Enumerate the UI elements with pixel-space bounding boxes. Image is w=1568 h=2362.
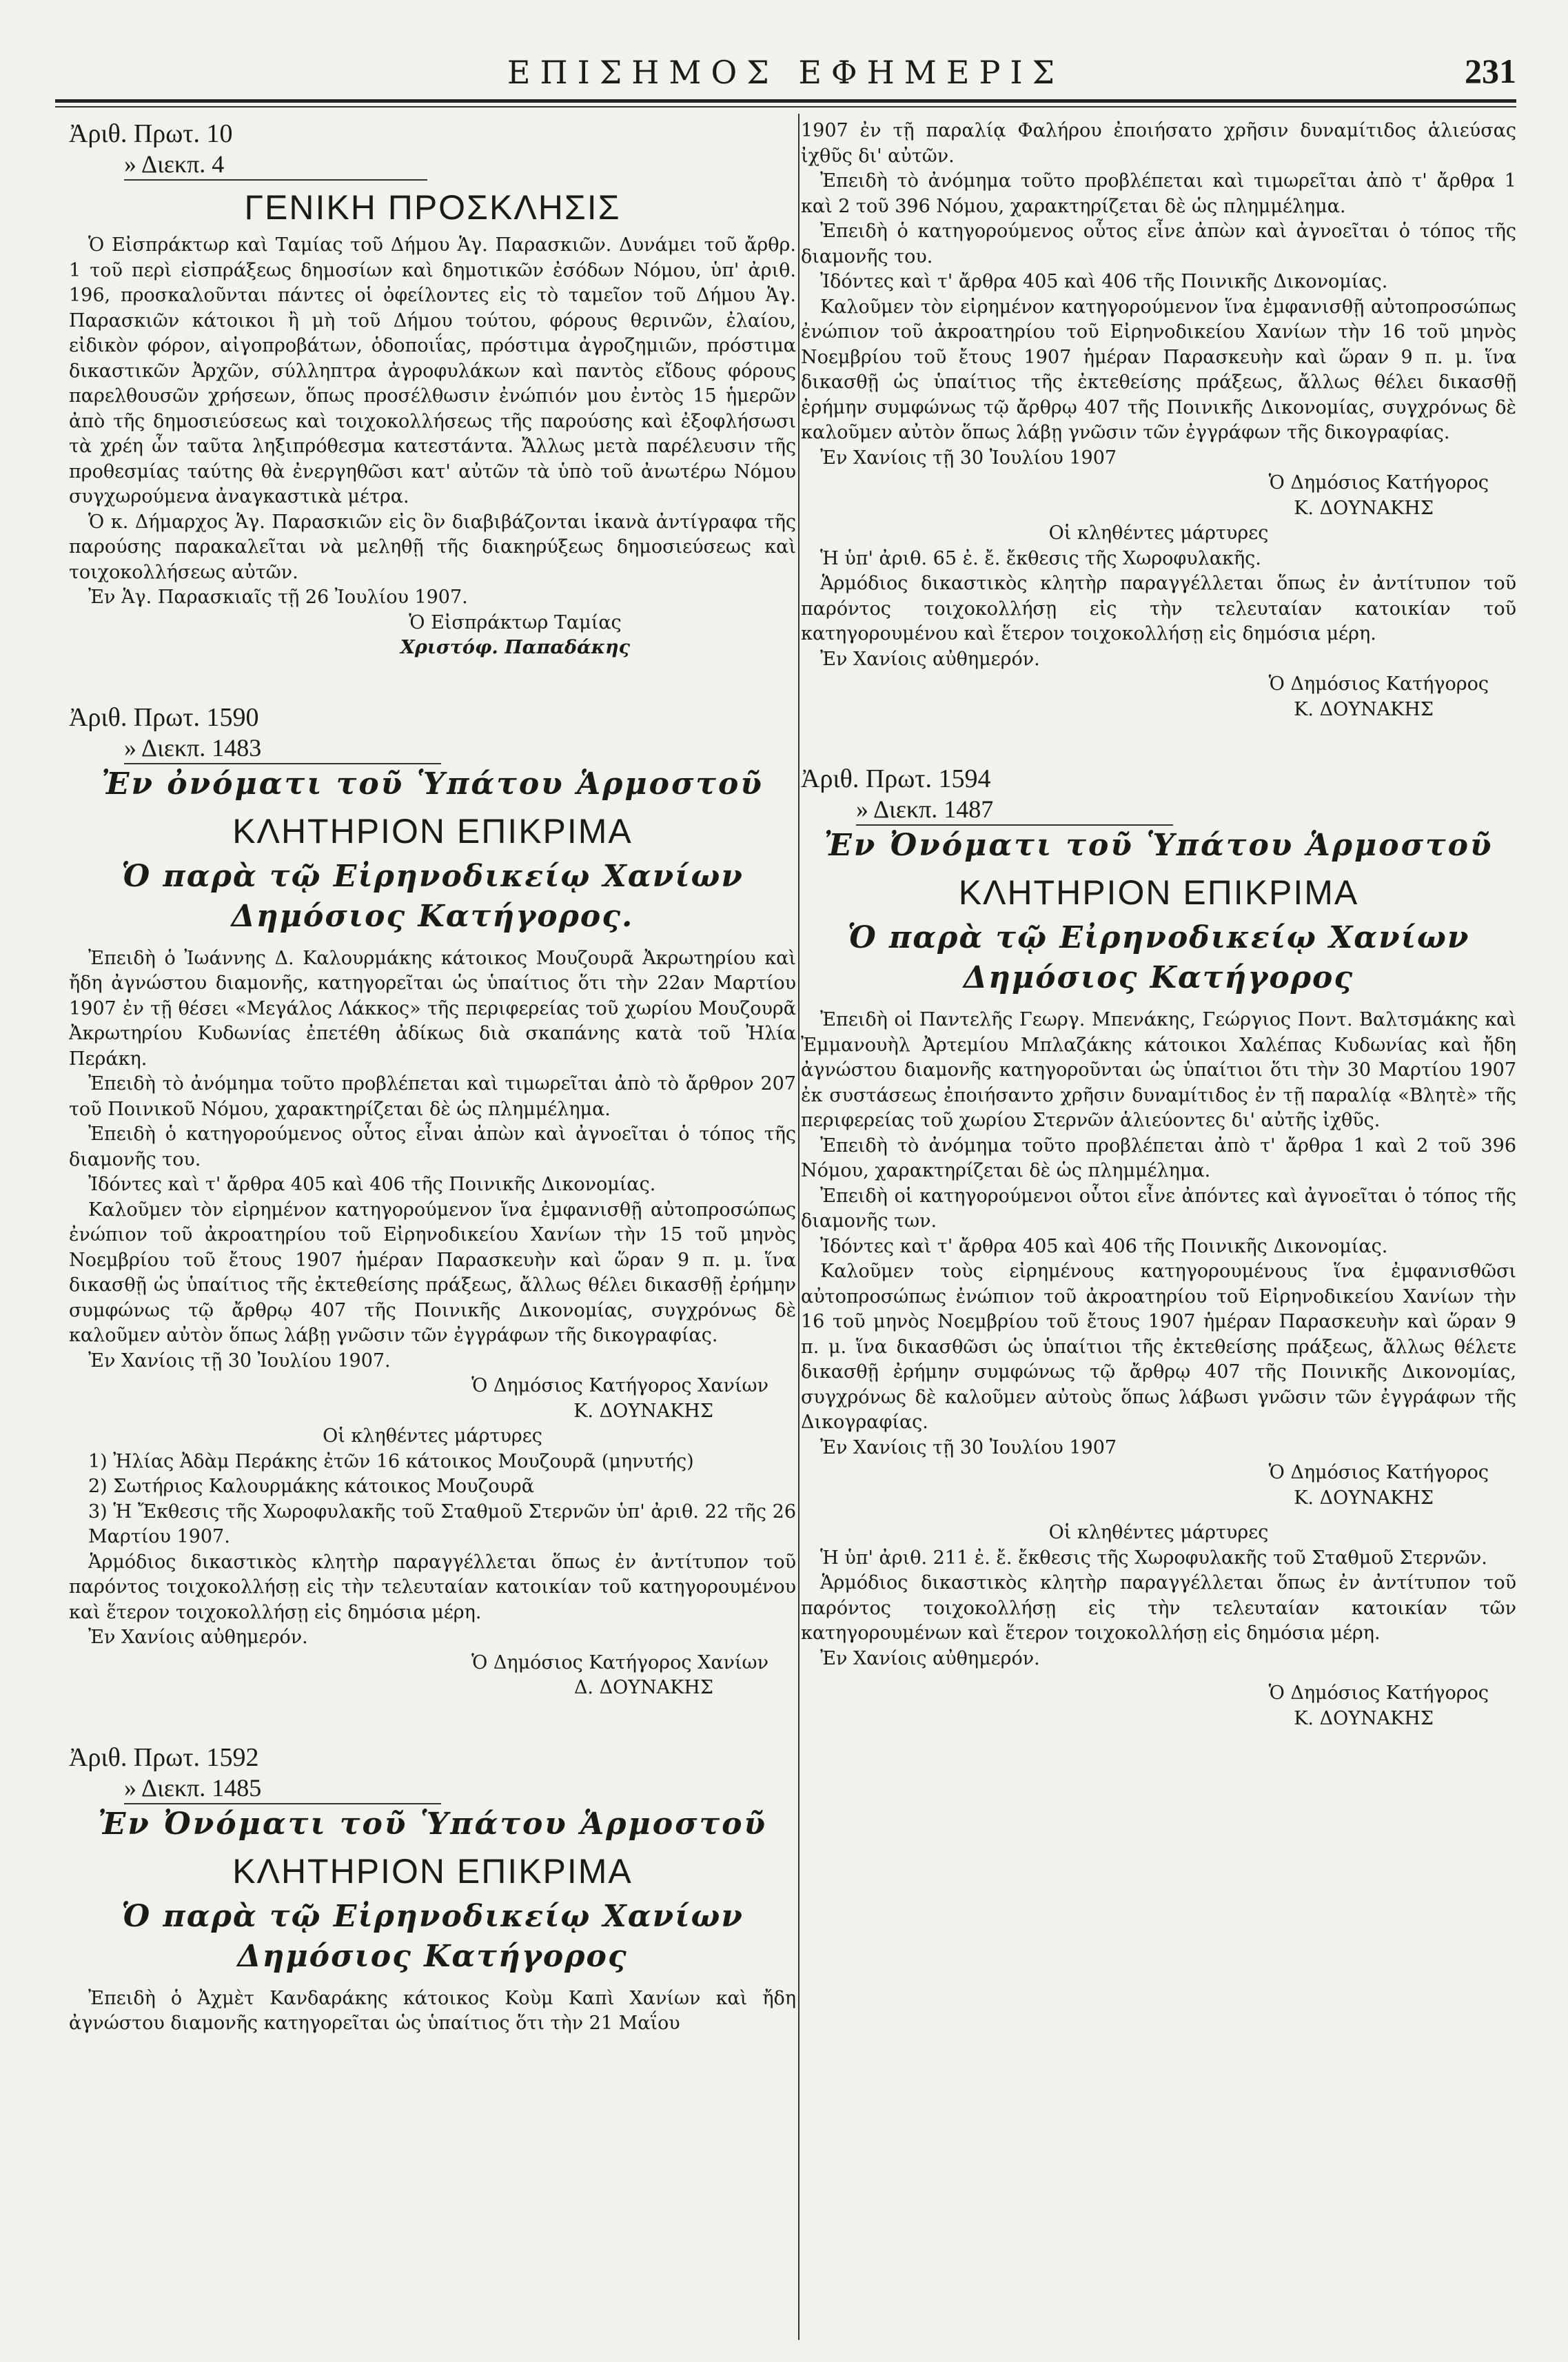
notice-title: ΚΛΗΤΗΡΙΟΝ ΕΠΙΚΡΙΜΑ: [232, 811, 633, 851]
notice-body: Ἐπειδὴ ὁ Ἀχμὲτ Κανδαράκης κάτοικος Κοὺμ Καπὶ Χανίων καὶ ἤδη ἀγνώστου διαμονῆς κατηγορεῖται ὡς ὑπαίτιος ὅτι τὴν 21 Μαΐου: [69, 1987, 796, 2034]
witness-item: 2) Σωτήριος Καλουρμάκης κάτοικος Μουζουρᾶ: [88, 1476, 534, 1497]
notice-body: Ἐπειδὴ ὁ κατηγορούμενος οὗτος εἶνε ἀπὼν καὶ ἀγνοεῖται ὁ τόπος τῆς διαμονῆς του.: [801, 221, 1516, 267]
witness-item: 3) Ἡ Ἔκθεσις τῆς Χωροφυλακῆς τοῦ Σταθμοῦ Στερνῶν ὑπ' ἀριθ. 22 τῆς 26 Μαρτίου 1907.: [88, 1500, 796, 1547]
notice-body: Ἐπειδὴ ὁ κατηγορούμενος οὗτος εἶναι ἀπὼν καὶ ἀγνοεῖται ὁ τόπος τῆς διαμονῆς του.: [69, 1123, 796, 1170]
header-rule-thin: [55, 106, 1516, 108]
notice-issuer: Ὁ παρὰ τῷ Εἰρηνοδικείῳ Χανίων Δημόσιος Κατήγορος: [121, 1898, 744, 1974]
dispatch-number: » Διεκπ. 4: [124, 149, 427, 181]
notice-general-invitation: [69, 119, 796, 661]
signature-name: Κ. ΔΟΥΝΑΚΗΣ: [1294, 1707, 1434, 1729]
notice-summons-1594: [801, 764, 1516, 1731]
notice-body: Καλοῦμεν τὸν εἰρημένον κατηγορούμενον ἵνα ἐμφανισθῇ αὐτοπροσώπως ἐνώπιον τοῦ ἀκροατηρίου τοῦ Εἰρηνοδικείου Χανίων τὴν 16 τοῦ μηνὸς Νοεμβρίου τοῦ ἔτους 1907 ἡμέραν Παρασκευὴν καὶ ὥραν 9 π. μ. ἵνα δικασθῇ ὡς ὑπαίτιος τῆς ἐκτεθείσης πράξεως, ἄλλως θέλει δικασθῇ ἐρήμην συμφώνως τῷ ἄρθρῳ 407 τῆς Ποινικῆς Δικονομίας, συγχρόνως δὲ καλοῦμεν αὐτὸν ὅπως λάβῃ γνῶσιν τῶν ἐγγράφων τῆς δικογραφίας.: [801, 296, 1516, 443]
witness-item: Ἡ ὑπ' ἀριθ. 211 ἐ. ἔ. ἔκθεσις τῆς Χωροφυλακῆς τοῦ Σταθμοῦ Στερνῶν.: [820, 1547, 1487, 1569]
signature-name: Κ. ΔΟΥΝΑΚΗΣ: [1294, 698, 1434, 720]
left-column: [69, 119, 796, 2338]
notice-date: Ἐν Χανίοις αὐθημερόν.: [88, 1627, 308, 1648]
dispatch-number: » Διεκπ. 1483: [124, 733, 441, 764]
witnesses-title: Οἱ κληθέντες μάρτυρες: [1048, 1522, 1269, 1543]
signature-title: Ὁ Δημόσιος Κατήγορος Χανίων: [471, 1375, 768, 1396]
notice-issuer: Ὁ παρὰ τῷ Εἰρηνοδικείῳ Χανίων Δημόσιος Κατήγορος: [847, 920, 1470, 995]
notice-body: Ὁ κ. Δήμαρχος Ἁγ. Παρασκιῶν εἰς ὃν διαβιβάζονται ἱκανὰ ἀντίγραφα τῆς παρούσης παρακαλεῖται νὰ μεληθῇ τῆς διακηρύξεως δημοσιεύσεως καὶ τοιχοκολλήσεως αὐτῶν.: [69, 511, 796, 583]
notice-body: Ὁ Εἰσπράκτωρ καὶ Ταμίας τοῦ Δήμου Ἁγ. Παρασκιῶν. Δυνάμει τοῦ ἄρθρ. 1 τοῦ περὶ εἰσπράξεως δημοσίων καὶ δημοτικῶν ἐσόδων Νόμου, ὑπ' ἀριθ. 196, προσκαλοῦνται πάντες οἱ ὀφείλοντες εἰς τὸ ταμεῖον τοῦ Δήμου Ἁγ. Παρασκιῶν κάτοικοι ἢ μὴ τοῦ Δήμου τούτου, φόρους θερινῶν, ἐλαίου, εἰδικὸν φόρον, αἰγοπροβάτων, ὁδοποιΐας, πρόστιμα ἀγροζημιῶν, πρόστιμα δικαστικῶν Ἀρχῶν, σύλληπτρα ἀγροφυλάκων καὶ παντὸς εἴδους φόρους παρελθουσῶν χρήσεων, ὅπως προσέλθωσιν ἐνώπιόν μου ἐντὸς 15 ἡμερῶν ἀπὸ τῆς δημοσιεύσεως καὶ τοιχοκολλήσεως τῆς παρούσης καὶ ἐξοφλήσωσι τὰ χρέη ὧν ταῦτα ληξιπρόθεσμα κατεστάντα. Ἄλλως μετὰ παρέλευσιν τῆς προθεσμίας ταύτης θὰ ἐνεργηθῶσι κατ' αὐτῶν τὰ ὑπὸ τοῦ ἀνωτέρω Νόμου συγχωρούμενα ἀναγκαστικὰ μέτρα.: [69, 234, 796, 507]
signature-name: Κ. ΔΟΥΝΑΚΗΣ: [573, 1400, 713, 1422]
notice-body: 1907 ἐν τῇ παραλίᾳ Φαλήρου ἐποιήσατο χρῆσιν δυναμίτιδος ἁλιεύσας ἰχθῦς δι' αὐτῶν.: [801, 120, 1516, 167]
notice-body: Ἁρμόδιος δικαστικὸς κλητὴρ παραγγέλλεται ὅπως ἐν ἀντίτυπον τοῦ παρόντος τοιχοκολλήσῃ εἰς τὴν τελευταίαν κατοικίαν τῶν κατηγορουμένων καὶ ἕτερον τοιχοκολλήσῃ εἰς δημόσια μέρη.: [801, 1572, 1516, 1644]
notice-date: Ἐν Χανίοις αὐθημερόν.: [820, 1647, 1040, 1669]
witnesses-title: Οἱ κληθέντες μάρτυρες: [1048, 522, 1269, 544]
header-rule: [55, 99, 1516, 103]
notice-body: Καλοῦμεν τὸν εἰρημένον κατηγορούμενον ἵνα ἐμφανισθῇ αὐτοπροσώπως ἐνώπιον τοῦ ἀκροατηρίου τοῦ Εἰρηνοδικείου Χανίων τὴν 15 τοῦ μηνὸς Νοεμβρίου τοῦ ἔτους 1907 ἡμέραν Παρασκευὴν καὶ ὥραν 9 π. μ. ἵνα δικασθῇ ὡς ὑπαίτιος τῆς ἐκτεθείσης πράξεως, ἄλλως θέλει δικασθῇ ἐρήμην συμφώνως τῷ ἄρθρῳ 407 τῆς Ποινικῆς Δικονομίας, συγχρόνως δὲ καλοῦμεν αὐτὸν ὅπως λάβῃ γνῶσιν τῶν ἐγγράφων τῆς δικογραφίας.: [69, 1199, 796, 1346]
notice-invocation: Ἐν Ὀνόματι τοῦ Ὑπάτου Ἁρμοστοῦ: [97, 1806, 768, 1842]
signature-name: Δ. ΔΟΥΝΑΚΗΣ: [573, 1677, 713, 1698]
protocol-number: Ἀριθ. Πρωτ. 1590: [69, 702, 259, 732]
notice-date: Ἐν Ἁγ. Παρασκιαῖς τῇ 26 Ἰουλίου 1907.: [88, 587, 468, 608]
page-header: [55, 40, 1516, 102]
notice-date: Ἐν Χανίοις τῇ 30 Ἰουλίου 1907.: [88, 1350, 391, 1372]
notice-date: Ἐν Χανίοις τῇ 30 Ἰουλίου 1907: [820, 447, 1117, 469]
notice-continuation: [801, 119, 1516, 722]
notice-body: Ἐπειδὴ τὸ ἀνόμημα τοῦτο προβλέπεται καὶ τιμωρεῖται ἀπὸ τ' ἄρθρα 1 καὶ 2 τοῦ 396 Νόμου, χαρακτηρίζεται δὲ ὡς πλημμέλημα.: [801, 170, 1516, 217]
notice-body: Ἰδόντες καὶ τ' ἄρθρα 405 καὶ 406 τῆς Ποινικῆς Δικονομίας.: [820, 1235, 1388, 1257]
signature-title: Ὁ Δημόσιος Κατήγορος: [1268, 472, 1489, 493]
dispatch-number: » Διεκπ. 1485: [124, 1773, 441, 1804]
signature-name: Χριστόφ. Παπαδάκης: [400, 637, 631, 658]
notice-title: ΚΛΗΤΗΡΙΟΝ ΕΠΙΚΡΙΜΑ: [232, 1851, 633, 1891]
notice-body: Ἐπειδὴ οἱ Παντελῆς Γεωργ. Μπενάκης, Γεώργιος Ποντ. Βαλτσμάκης καὶ Ἐμμανουὴλ Ἀρτεμίου Μπλαζάκης κάτοικοι Χαλέπας Κυδωνίας καὶ ἤδη ἀγνώστου διαμονῆς κατηγοροῦνται ὡς ὑπαίτιοι ὅτι τὴν 30 Μαρτίου 1907 ἐκ συστάσεως ἐποιήσαντο χρῆσιν δυναμίτιδος ἐν τῇ παραλίᾳ «Βλητὲ» τῆς περιφερείας τοῦ χωρίου Στερνῶν ἁλιεύοντες δι' αὐτῆς ἰχθῦς.: [801, 1009, 1516, 1131]
witness-item: Ἡ ὑπ' ἀριθ. 65 ἐ. ἔ. ἔκθεσις τῆς Χωροφυλακῆς.: [820, 547, 1261, 569]
notice-body: Ἐπειδὴ ὁ Ἰωάννης Δ. Καλουρμάκης κάτοικος Μουζουρᾶ Ἀκρωτηρίου καὶ ἤδη ἀγνώστου διαμονῆς, κατηγορεῖται ὡς ὑπαίτιος ὅτι τὴν 22αν Μαρτίου 1907 ἐν τῇ θέσει «Μεγάλος Λάκκος» τῆς περιφερείας τοῦ χωρίου Μουζουρᾶ Ἀκρωτηρίου Κυδωνίας ἐπετέθη ἀδίκως διὰ σκαπάνης κατὰ τοῦ Ἠλία Περάκη.: [69, 947, 796, 1070]
signature-title: Ὁ Δημόσιος Κατήγορος: [1268, 673, 1489, 695]
signature-name: Κ. ΔΟΥΝΑΚΗΣ: [1294, 1487, 1434, 1509]
notice-issuer: Ὁ παρὰ τῷ Εἰρηνοδικείῳ Χανίων Δημόσιος Κατήγορος.: [121, 858, 744, 934]
notice-body: Ἁρμόδιος δικαστικὸς κλητὴρ παραγγέλλεται ὅπως ἐν ἀντίτυπον τοῦ παρόντος τοιχοκολλήσῃ εἰς τὴν τελευταίαν κατοικίαν τοῦ κατηγορουμένου καὶ ἕτερον τοιχοκολλήσῃ εἰς δημόσια μέρη.: [801, 573, 1516, 644]
protocol-number: Ἀριθ. Πρωτ. 1592: [69, 1742, 259, 1772]
signature-title: Ὁ Δημόσιος Κατήγορος Χανίων: [471, 1651, 768, 1673]
dispatch-number: » Διεκπ. 1487: [856, 794, 1173, 826]
notice-body: Ἐπειδὴ οἱ κατηγορούμενοι οὗτοι εἶνε ἀπόντες καὶ ἀγνοεῖται ὁ τόπος τῆς διαμονῆς των.: [801, 1185, 1516, 1232]
notice-invocation: Ἐν ὀνόματι τοῦ Ὑπάτου Ἁρμοστοῦ: [101, 766, 764, 802]
signature-title: Ὁ Δημόσιος Κατήγορος: [1268, 1462, 1489, 1483]
notice-invocation: Ἐν Ὀνόματι τοῦ Ὑπάτου Ἁρμοστοῦ: [824, 828, 1494, 863]
notice-body: Ἁρμόδιος δικαστικὸς κλητὴρ παραγγέλλεται ὅπως ἐν ἀντίτυπον τοῦ παρόντος τοιχοκολλήσῃ εἰς τὴν τελευταίαν κατοικίαν τοῦ κατηγορουμένου καὶ ἕτερον τοιχοκολλήσῃ εἰς δημόσια μέρη.: [69, 1551, 796, 1623]
right-column: [801, 119, 1516, 2338]
notice-summons-1590: [69, 702, 796, 1701]
notice-body: Ἰδόντες καὶ τ' ἄρθρα 405 καὶ 406 τῆς Ποινικῆς Δικονομίας.: [88, 1174, 656, 1195]
witness-item: 1) Ἠλίας Ἀδὰμ Περάκης ἐτῶν 16 κάτοικος Μουζουρᾶ (μηνυτής): [88, 1450, 694, 1472]
signature-title: Ὁ Εἰσπράκτωρ Ταμίας: [409, 611, 622, 633]
notice-summons-1592: [69, 1742, 796, 2037]
notice-body: Ἰδόντες καὶ τ' ἄρθρα 405 καὶ 406 τῆς Ποινικῆς Δικονομίας.: [820, 271, 1388, 292]
notice-date: Ἐν Χανίοις αὐθημερόν.: [820, 648, 1040, 670]
column-divider: [798, 114, 800, 2340]
notice-body: Ἐπειδὴ τὸ ἀνόμημα τοῦτο προβλέπεται ἀπὸ τ' ἄρθρα 1 καὶ 2 τοῦ 396 Νόμου, χαρακτηρίζεται δὲ ὡς πλημμέλημα.: [801, 1134, 1516, 1181]
witnesses-title: Οἱ κληθέντες μάρτυρες: [323, 1425, 542, 1447]
notice-title: ΓΕΝΙΚΗ ΠΡΟΣΚΛΗΣΙΣ: [244, 188, 621, 227]
protocol-number: Ἀριθ. Πρωτ. 1594: [801, 764, 991, 793]
page-number: 231: [1465, 52, 1516, 90]
signature-title: Ὁ Δημόσιος Κατήγορος: [1268, 1682, 1489, 1704]
notice-date: Ἐν Χανίοις τῇ 30 Ἰουλίου 1907: [820, 1436, 1117, 1458]
signature-name: Κ. ΔΟΥΝΑΚΗΣ: [1294, 497, 1434, 519]
gazette-title: ΕΠΙΣΗΜΟΣ ΕΦΗΜΕΡΙΣ: [507, 54, 1065, 91]
notice-body: Ἐπειδὴ τὸ ἀνόμημα τοῦτο προβλέπεται καὶ τιμωρεῖται ἀπὸ τὸ ἄρθρον 207 τοῦ Ποινικοῦ Νόμου, χαρακτηρίζεται δὲ ὡς πλημμέλημα.: [69, 1073, 796, 1120]
protocol-number: Ἀριθ. Πρωτ. 10: [69, 119, 233, 148]
notice-title: ΚΛΗΤΗΡΙΟΝ ΕΠΙΚΡΙΜΑ: [958, 873, 1359, 912]
notice-body: Καλοῦμεν τοὺς εἰρημένους κατηγορουμένους ἵνα ἐμφανισθῶσι αὐτοπροσώπως ἐνώπιον τοῦ ἀκροατηρίου τοῦ Εἰρηνοδικείου Χανίων τὴν 16 τοῦ μηνὸς Νοεμβρίου τοῦ ἔτους 1907 ἡμέραν Παρασκευὴν καὶ ὥραν 9 π. μ. ἵνα δικασθῶσι ὡς ὑπαίτιοι τῆς ἐκτεθείσης πράξεως, ἄλλως θέλετε δικασθῇ ἐρήμην συμφώνως τῷ ἄρθρῳ 407 τῆς Ποινικῆς Δικονομίας, συγχρόνως δὲ καλοῦμεν αὐτοὺς ὅπως λάβωσι γνῶσιν τῶν ἐγγράφων τῆς Δικογραφίας.: [801, 1261, 1516, 1433]
